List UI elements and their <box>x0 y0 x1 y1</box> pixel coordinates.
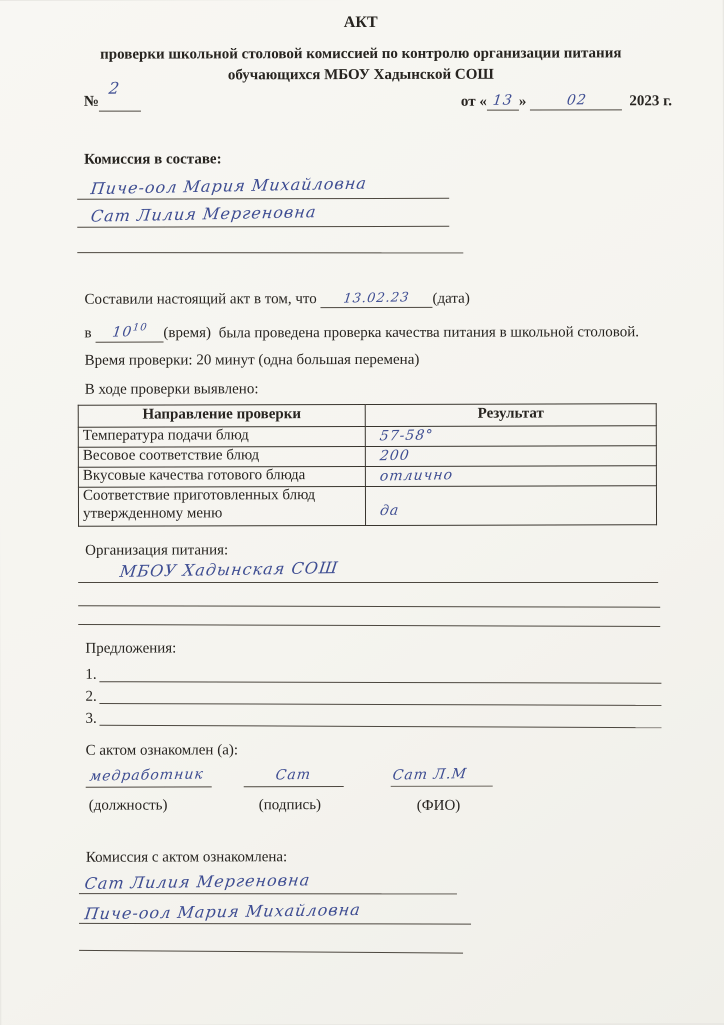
commission-ack-heading: Комиссия с актом ознакомлена: <box>85 849 288 866</box>
table-row <box>78 446 656 468</box>
time-line <box>95 323 163 343</box>
fio-label: (ФИО) <box>416 797 461 814</box>
duration-line: Время проверки: 20 минут (одна большая перемена) <box>84 351 420 369</box>
table-cell-result: 57-58° <box>365 426 656 447</box>
proposal-line-1 <box>99 663 661 683</box>
position-value: медработник <box>88 766 205 785</box>
signature-value: Сат <box>275 766 313 784</box>
commission-ack-line-1 <box>79 872 457 894</box>
table-row <box>78 486 656 527</box>
acknowledgement-heading: С актом ознакомлен (а): <box>85 742 239 759</box>
act-date-label: (дата) <box>432 290 470 307</box>
table-cell-direction: Температура подачи блюд <box>78 426 365 447</box>
table-header-result: Результат <box>365 404 656 427</box>
act-date-row <box>461 92 672 111</box>
document-subtitle-line2: обучающихся МБОУ Хадынской СОШ <box>227 66 494 84</box>
position-label: (должность) <box>88 797 168 814</box>
document-title: АКТ <box>343 13 378 32</box>
date-month-value: 02 <box>565 92 588 109</box>
table-row <box>78 426 656 448</box>
organization-line-3 <box>78 602 660 627</box>
time-statement-line <box>85 321 639 342</box>
proposal-item-number: 3. <box>85 710 97 727</box>
time-suffix: была проведена проверка качества питания в школьной столовой. <box>218 323 639 342</box>
organization-line-1 <box>78 560 658 583</box>
findings-table <box>78 403 657 527</box>
commission-ack-line-2 <box>79 899 471 925</box>
table-cell-direction: Вкусовые качества готового блюда <box>78 466 365 487</box>
act-date-line <box>320 290 432 308</box>
date-from-label: от « <box>460 93 487 110</box>
proposal-item-number: 1. <box>85 666 97 683</box>
table-header-direction: Направление проверки <box>78 404 365 427</box>
findings-heading: В ходе проверки выявлено: <box>84 381 259 398</box>
signature-label: (подпись) <box>258 797 322 814</box>
time-prefix: в <box>84 325 92 342</box>
date-year: 2023 г. <box>629 93 672 110</box>
time-label: (время) <box>163 325 212 342</box>
act-number-value: 2 <box>107 78 122 98</box>
act-statement-prefix: Составили настоящий акт в том, что <box>84 291 317 308</box>
commission-member-2: Сат Лилия Мергеновна <box>89 202 318 226</box>
commission-ack-member-2: Пиче-оол Мария Михайловна <box>83 899 363 924</box>
act-date-value: 13.02.23 <box>342 290 411 307</box>
organization-heading: Организация питания: <box>85 542 229 559</box>
table-row <box>78 466 656 488</box>
proposals-heading: Предложения: <box>85 640 177 657</box>
commission-member-line-3 <box>77 230 463 253</box>
document-subtitle-line1: проверки школьной столовой комиссией по контролю организации питания <box>100 45 622 63</box>
table-cell-direction: Соответствие приготовленных блюд утвержденному меню <box>78 486 365 526</box>
date-month-line <box>530 92 622 110</box>
table-cell-result: 200 <box>365 446 656 467</box>
proposal-item-number: 2. <box>85 688 97 705</box>
commission-ack-line-3 <box>79 929 463 954</box>
time-superscript: 10 <box>131 322 148 334</box>
act-number-label: № <box>83 93 100 110</box>
act-statement-line <box>84 290 469 309</box>
commission-heading: Комиссия в составе: <box>84 151 222 168</box>
signature-line <box>244 766 344 787</box>
date-day-line <box>487 93 519 111</box>
position-line <box>86 766 212 787</box>
table-cell-direction: Весовое соответствие блюд <box>78 446 365 467</box>
table-cell-result: да <box>365 486 656 526</box>
commission-ack-member-1: Сат Лилия Мергеновна <box>83 870 312 894</box>
fio-line <box>391 766 493 787</box>
act-number-line <box>99 79 141 112</box>
time-value: $10^{10}$ <box>110 322 148 341</box>
commission-member-line-2 <box>77 204 449 228</box>
proposal-line-2 <box>99 685 661 706</box>
organization-value: МБОУ Хадынская СОШ <box>118 558 340 581</box>
table-cell-result: отлично <box>365 466 656 487</box>
fio-value: Сат Л.М <box>391 766 469 784</box>
proposal-line-3 <box>99 707 661 728</box>
commission-member-1: Пиче-оол Мария Михайловна <box>89 173 369 199</box>
commission-member-line-1 <box>77 173 449 200</box>
table-header-row <box>78 404 656 428</box>
date-quote-close: » <box>518 93 527 110</box>
date-day-value: 13 <box>491 92 514 109</box>
